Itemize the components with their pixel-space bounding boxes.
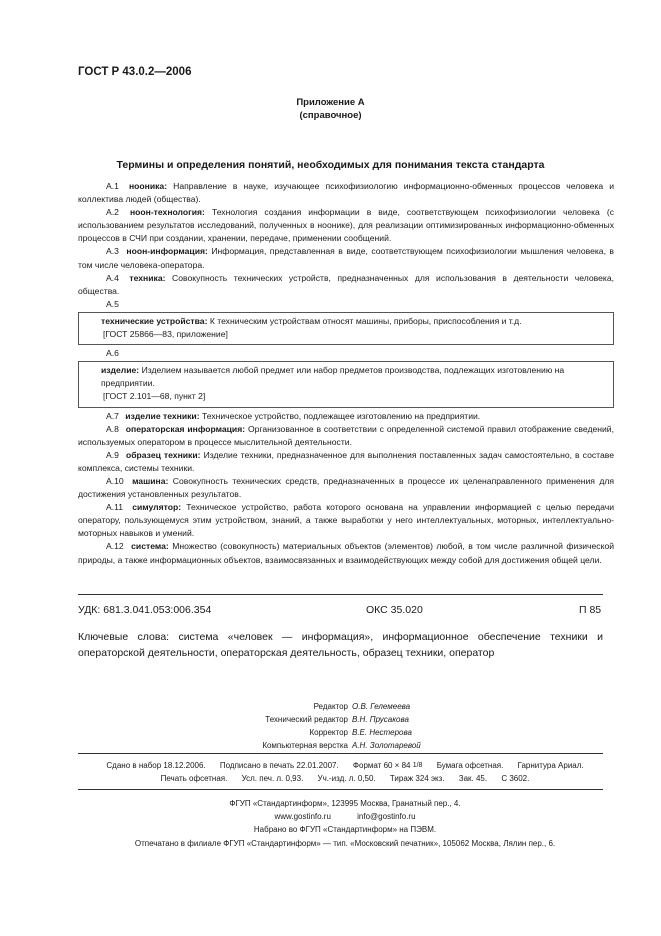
divider (78, 789, 603, 790)
definition-number: А.5 (106, 298, 119, 309)
definition-term: изделие: (101, 365, 140, 376)
section-title: Термины и определения понятий, необходимых для понимания текста стандарта (116, 159, 545, 171)
definition-a3 (78, 245, 614, 271)
definition-a8 (78, 423, 614, 449)
credit-label: Корректор (309, 728, 348, 737)
definition-a12 (78, 540, 614, 566)
definition-text: Множество (совокупность) материальных объектов (элементов) любой, в том числе различной физической природы, а также информационных объектов, взаимосвязанных и взаимодействующих между собой для достижения общей цели. (78, 541, 615, 565)
definition-term: техника: (129, 272, 166, 283)
definition-reference: [ГОСТ 2.101—68, пункт 2] (103, 391, 206, 402)
credit-name: О.В. Гелемеева (352, 702, 411, 711)
definition-number: А.1 (106, 181, 119, 191)
definition-number: А.7 (106, 410, 119, 421)
divider (78, 753, 603, 754)
definition-text: К техническим устройствам относят машины, приборы, приспособления и т.д. (209, 315, 522, 326)
definition-a9 (78, 449, 614, 475)
publisher-block (78, 797, 612, 850)
credits-block (0, 700, 661, 752)
definition-number: А.3 (106, 246, 119, 257)
definition-term: система: (131, 541, 169, 552)
publisher-email[interactable]: info@gostinfo.ru (357, 812, 416, 822)
definition-number: А.2 (106, 207, 119, 218)
credit-label: Компьютерная верстка (262, 741, 348, 750)
imprint-code: С 3602. (501, 774, 530, 784)
definition-term: операторская информация: (125, 423, 246, 434)
definition-a1 (78, 180, 614, 206)
publisher-website[interactable]: www.gostinfo.ru (274, 812, 331, 822)
group-code: П 85 (579, 604, 602, 616)
imprint-sent: Сдано в набор 18.12.2006. (106, 761, 206, 770)
definition-text: Совокупность технических средств, предназначенных в процессе их целенаправленного применения для достижения установленных результатов. (78, 475, 615, 500)
definition-number: А.10 (106, 475, 124, 486)
definition-number: А.8 (106, 423, 119, 434)
definition-text: Изделием называется любой предмет или набор предметов производства, подлежащих изготовлению на предприятии. (101, 365, 565, 389)
publisher-typeset: Набрано во ФГУП «Стандартинформ» на ПЭВМ. (253, 825, 437, 835)
definition-reference: [ГОСТ 25866—83, приложение] (103, 329, 228, 340)
credit-name: А.Н. Золотаревой (352, 741, 421, 750)
definition-box-a6 (78, 361, 614, 407)
standard-header: ГОСТ Р 43.0.2—2006 (78, 66, 192, 78)
imprint-format-fraction: 1/8 (412, 762, 423, 769)
definition-a7 (78, 410, 614, 423)
definition-text: Техническое устройство, подлежащее изготовлению на предприятии. (201, 410, 481, 421)
definition-a11 (78, 501, 614, 540)
definition-text: Совокупность технических устройств, предназначенных для использования в деятельности человека, общества. (78, 272, 615, 296)
definition-term: машина: (132, 475, 169, 486)
credit-name: В.Н. Прусакова (352, 715, 409, 724)
appendix-title: Приложение А (296, 97, 365, 108)
imprint-paper: Бумага офсетная. (436, 761, 504, 770)
imprint-block (78, 759, 612, 785)
definition-term: изделие техники: (125, 410, 200, 421)
definition-number: А.4 (106, 272, 119, 283)
appendix-subtitle: (справочное) (299, 110, 362, 121)
definition-term: образец техники: (125, 449, 201, 460)
oks-code: ОКС 35.020 (366, 604, 423, 616)
imprint-usl: Усл. печ. л. 0,93. (241, 774, 304, 784)
imprint-font: Гарнитура Ариал. (517, 761, 584, 770)
publisher-address: ФГУП «Стандартинформ», 123995 Москва, Гранатный пер., 4. (229, 799, 461, 808)
definition-text: Организованное в соответствии с определенной системой правил отображение сведений, используемых оператором в процессе мыслительной деятельности. (78, 423, 614, 447)
udk-code: УДК: 681.3.041.053:006.354 (78, 604, 212, 616)
definition-text: Изделие техники, предназначенное для выполнения поставленных задач самостоятельно, в составе комплекса, системы техники. (78, 449, 615, 473)
definition-a2 (78, 206, 614, 245)
definition-number: А.11 (106, 502, 124, 513)
definition-a10 (78, 475, 614, 501)
publisher-printed: Отпечатано в филиале ФГУП «Стандартинформ» — тип. «Московский печатник», 105062 Москва, Лялин пер., 6. (134, 838, 556, 848)
definition-term: ноон-информация: (126, 246, 208, 257)
imprint-signed: Подписано в печать 22.01.2007. (219, 761, 339, 770)
credit-label: Технический редактор (265, 715, 348, 724)
divider (78, 594, 603, 595)
definition-term: ноон-технология: (129, 207, 205, 218)
credit-label: Редактор (313, 702, 348, 711)
imprint-line-2 (78, 772, 612, 785)
definition-text: Информация, представленная в виде, соответствующем психофизиологии мышления человека, в том числе человека-оператора. (78, 246, 614, 270)
definition-text: Технология создания информации в виде, соответствующем психофизиологии человека (с использованием результатов исследований, полученных в ноонике), для реализации оптимизированных информационно-обменных процессов в СЧИ при создании, хранении, передаче, применении сообщений. (78, 207, 614, 244)
credit-name: В.Е. Нестерова (352, 728, 412, 737)
definition-term: технические устройства: (101, 315, 208, 326)
definition-number: А.9 (106, 449, 119, 460)
definition-term: симулятор: (132, 502, 182, 513)
definition-text: Техническое устройство, работа которого основана на управлении информацией с целью передачи оператору, пользующемуся этим устройством, знаний, а также выработки у него интеллектуальных, моторных, интеллектуально-моторных навыков и умений. (78, 502, 614, 539)
imprint-tirazh: Тираж 324 экз. (389, 774, 445, 784)
definition-text: Направление в науке, изучающее психофизиологию информационно-обменных процессов человека и коллектива людей (общества). (78, 181, 614, 205)
keywords: Ключевые слова: система «человек — информация», информационное обеспечение техники и операторской деятельности, операторская деятельность, образец техники, оператор (78, 631, 603, 659)
definition-a4 (78, 272, 614, 298)
publisher-contacts (78, 810, 612, 823)
definition-term: нооника: (128, 181, 168, 191)
imprint-print: Печать офсетная. (160, 774, 228, 784)
definition-box-a5 (78, 312, 614, 345)
definition-number: А.12 (106, 541, 124, 552)
imprint-order: Зак. 45. (458, 774, 488, 784)
definition-number: А.6 (106, 348, 119, 359)
imprint-format: Формат 60 × 84 (352, 761, 411, 770)
definitions-list (78, 180, 614, 567)
imprint-line-1 (78, 759, 612, 772)
imprint-uch: Уч.-изд. л. 0,50. (317, 774, 376, 784)
